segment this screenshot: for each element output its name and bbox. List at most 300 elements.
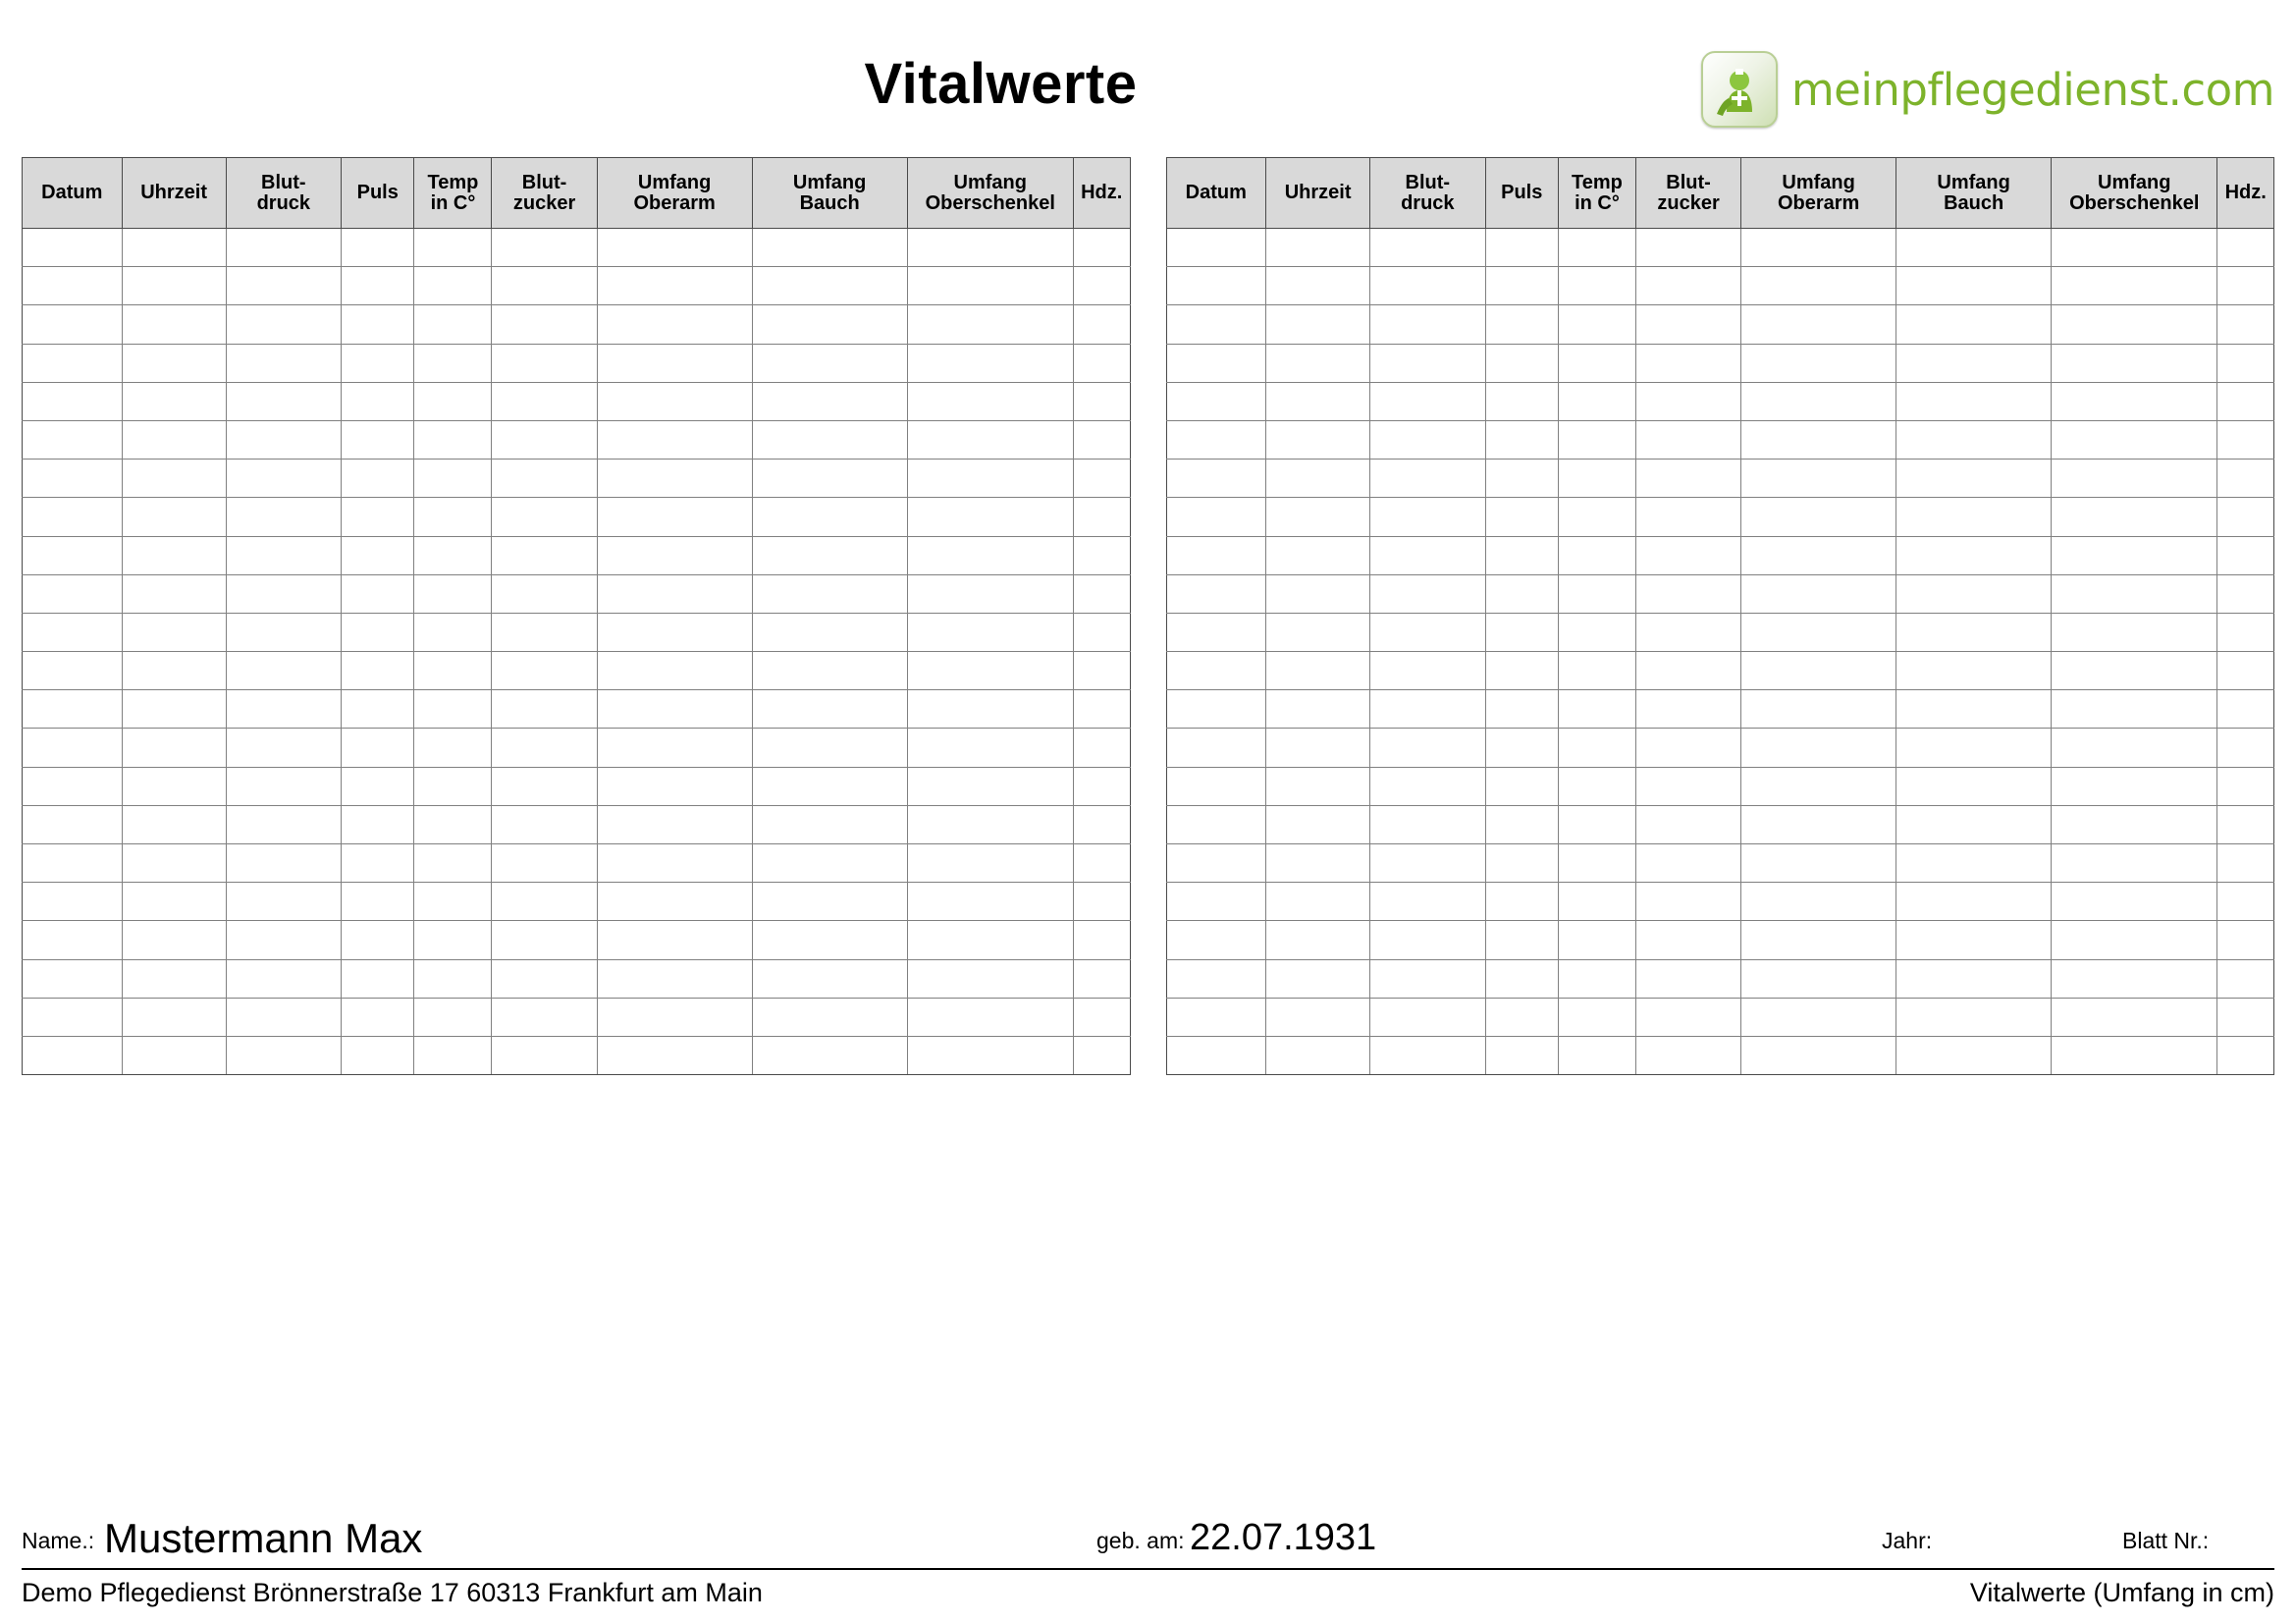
table-row[interactable] (23, 883, 1131, 921)
table-row[interactable] (23, 305, 1131, 344)
table-cell[interactable] (2217, 382, 2274, 420)
table-cell[interactable] (907, 382, 1073, 420)
table-cell[interactable] (1635, 382, 1740, 420)
table-cell[interactable] (597, 536, 752, 574)
table-cell[interactable] (414, 574, 492, 613)
table-row[interactable] (1166, 536, 2274, 574)
table-cell[interactable] (23, 921, 123, 959)
table-cell[interactable] (1485, 267, 1558, 305)
table-cell[interactable] (414, 883, 492, 921)
table-cell[interactable] (2052, 767, 2217, 805)
table-cell[interactable] (342, 267, 414, 305)
table-cell[interactable] (1741, 729, 1896, 767)
table-row[interactable] (23, 729, 1131, 767)
table-cell[interactable] (122, 998, 226, 1036)
table-cell[interactable] (342, 305, 414, 344)
table-cell[interactable] (1741, 460, 1896, 498)
table-cell[interactable] (752, 1036, 907, 1074)
table-cell[interactable] (226, 305, 341, 344)
table-cell[interactable] (2217, 690, 2274, 729)
table-cell[interactable] (752, 305, 907, 344)
table-cell[interactable] (1166, 460, 1266, 498)
table-cell[interactable] (342, 690, 414, 729)
table-cell[interactable] (1485, 613, 1558, 651)
table-cell[interactable] (122, 574, 226, 613)
table-cell[interactable] (226, 998, 341, 1036)
table-cell[interactable] (2217, 729, 2274, 767)
table-cell[interactable] (1073, 998, 1130, 1036)
table-cell[interactable] (122, 613, 226, 651)
table-cell[interactable] (1166, 536, 1266, 574)
table-cell[interactable] (1635, 420, 1740, 459)
table-cell[interactable] (907, 574, 1073, 613)
table-row[interactable] (1166, 498, 2274, 536)
table-cell[interactable] (1073, 305, 1130, 344)
table-cell[interactable] (907, 613, 1073, 651)
table-cell[interactable] (414, 844, 492, 883)
table-cell[interactable] (2052, 959, 2217, 998)
table-cell[interactable] (342, 921, 414, 959)
table-cell[interactable] (1485, 229, 1558, 267)
table-cell[interactable] (752, 767, 907, 805)
table-cell[interactable] (1266, 382, 1370, 420)
table-row[interactable] (1166, 690, 2274, 729)
table-row[interactable] (23, 536, 1131, 574)
table-cell[interactable] (1635, 921, 1740, 959)
table-cell[interactable] (2217, 652, 2274, 690)
table-cell[interactable] (342, 460, 414, 498)
table-cell[interactable] (122, 267, 226, 305)
table-cell[interactable] (122, 690, 226, 729)
table-cell[interactable] (907, 420, 1073, 459)
table-row[interactable] (23, 998, 1131, 1036)
table-cell[interactable] (122, 767, 226, 805)
table-row[interactable] (23, 382, 1131, 420)
table-cell[interactable] (907, 883, 1073, 921)
table-cell[interactable] (1485, 382, 1558, 420)
table-cell[interactable] (2052, 344, 2217, 382)
table-cell[interactable] (23, 767, 123, 805)
table-cell[interactable] (1370, 959, 1485, 998)
table-row[interactable] (1166, 613, 2274, 651)
table-cell[interactable] (226, 921, 341, 959)
table-cell[interactable] (597, 805, 752, 843)
table-cell[interactable] (2217, 883, 2274, 921)
table-cell[interactable] (907, 344, 1073, 382)
table-cell[interactable] (23, 805, 123, 843)
table-cell[interactable] (1741, 420, 1896, 459)
table-row[interactable] (23, 921, 1131, 959)
table-cell[interactable] (414, 805, 492, 843)
table-cell[interactable] (1166, 652, 1266, 690)
table-cell[interactable] (1558, 1036, 1635, 1074)
table-cell[interactable] (1558, 267, 1635, 305)
table-cell[interactable] (907, 229, 1073, 267)
table-cell[interactable] (414, 613, 492, 651)
table-cell[interactable] (342, 498, 414, 536)
table-cell[interactable] (752, 229, 907, 267)
table-cell[interactable] (122, 420, 226, 459)
table-cell[interactable] (1166, 767, 1266, 805)
table-cell[interactable] (597, 729, 752, 767)
table-cell[interactable] (1166, 1036, 1266, 1074)
table-cell[interactable] (1073, 959, 1130, 998)
table-cell[interactable] (1896, 344, 2052, 382)
table-cell[interactable] (1073, 267, 1130, 305)
table-cell[interactable] (342, 229, 414, 267)
table-cell[interactable] (1635, 498, 1740, 536)
table-cell[interactable] (226, 883, 341, 921)
table-cell[interactable] (226, 498, 341, 536)
table-cell[interactable] (492, 729, 597, 767)
table-cell[interactable] (414, 382, 492, 420)
table-row[interactable] (1166, 460, 2274, 498)
table-cell[interactable] (752, 652, 907, 690)
table-cell[interactable] (492, 305, 597, 344)
table-cell[interactable] (342, 805, 414, 843)
table-cell[interactable] (1635, 229, 1740, 267)
table-row[interactable] (23, 460, 1131, 498)
table-cell[interactable] (2217, 305, 2274, 344)
table-cell[interactable] (907, 844, 1073, 883)
table-cell[interactable] (2217, 498, 2274, 536)
table-cell[interactable] (492, 613, 597, 651)
table-cell[interactable] (1741, 959, 1896, 998)
table-cell[interactable] (122, 305, 226, 344)
table-cell[interactable] (597, 305, 752, 344)
table-cell[interactable] (1073, 729, 1130, 767)
table-cell[interactable] (1896, 382, 2052, 420)
table-cell[interactable] (597, 344, 752, 382)
table-row[interactable] (1166, 998, 2274, 1036)
table-cell[interactable] (23, 844, 123, 883)
table-cell[interactable] (1166, 229, 1266, 267)
table-cell[interactable] (2217, 921, 2274, 959)
table-cell[interactable] (226, 805, 341, 843)
table-cell[interactable] (492, 267, 597, 305)
table-cell[interactable] (1073, 460, 1130, 498)
table-cell[interactable] (226, 267, 341, 305)
table-cell[interactable] (1558, 420, 1635, 459)
table-cell[interactable] (1896, 498, 2052, 536)
table-row[interactable] (23, 498, 1131, 536)
table-cell[interactable] (1558, 998, 1635, 1036)
table-cell[interactable] (23, 382, 123, 420)
table-cell[interactable] (1558, 690, 1635, 729)
table-cell[interactable] (1741, 267, 1896, 305)
table-cell[interactable] (226, 382, 341, 420)
table-cell[interactable] (597, 998, 752, 1036)
table-cell[interactable] (1266, 883, 1370, 921)
table-cell[interactable] (1635, 574, 1740, 613)
table-cell[interactable] (2052, 460, 2217, 498)
table-cell[interactable] (23, 652, 123, 690)
table-cell[interactable] (1166, 729, 1266, 767)
table-cell[interactable] (597, 498, 752, 536)
table-cell[interactable] (1485, 305, 1558, 344)
table-cell[interactable] (1896, 729, 2052, 767)
table-cell[interactable] (1073, 844, 1130, 883)
table-cell[interactable] (1558, 574, 1635, 613)
table-cell[interactable] (414, 1036, 492, 1074)
table-cell[interactable] (597, 574, 752, 613)
table-cell[interactable] (226, 844, 341, 883)
table-row[interactable] (1166, 959, 2274, 998)
table-cell[interactable] (23, 883, 123, 921)
table-cell[interactable] (226, 729, 341, 767)
table-cell[interactable] (1741, 1036, 1896, 1074)
table-cell[interactable] (1370, 998, 1485, 1036)
table-cell[interactable] (597, 652, 752, 690)
table-cell[interactable] (414, 652, 492, 690)
table-cell[interactable] (1073, 536, 1130, 574)
table-cell[interactable] (226, 613, 341, 651)
table-cell[interactable] (414, 229, 492, 267)
table-cell[interactable] (597, 229, 752, 267)
table-row[interactable] (23, 1036, 1131, 1074)
table-cell[interactable] (414, 344, 492, 382)
table-cell[interactable] (907, 959, 1073, 998)
table-cell[interactable] (492, 344, 597, 382)
table-cell[interactable] (1073, 652, 1130, 690)
table-cell[interactable] (1896, 229, 2052, 267)
table-cell[interactable] (1635, 959, 1740, 998)
table-cell[interactable] (1741, 305, 1896, 344)
table-cell[interactable] (23, 460, 123, 498)
table-cell[interactable] (1558, 959, 1635, 998)
table-cell[interactable] (1741, 536, 1896, 574)
table-cell[interactable] (1266, 844, 1370, 883)
table-cell[interactable] (1896, 536, 2052, 574)
table-cell[interactable] (1166, 921, 1266, 959)
table-cell[interactable] (2217, 959, 2274, 998)
table-cell[interactable] (226, 690, 341, 729)
table-cell[interactable] (342, 959, 414, 998)
table-cell[interactable] (2052, 652, 2217, 690)
table-cell[interactable] (907, 998, 1073, 1036)
table-cell[interactable] (492, 498, 597, 536)
table-cell[interactable] (1635, 1036, 1740, 1074)
table-cell[interactable] (1073, 229, 1130, 267)
table-cell[interactable] (414, 959, 492, 998)
table-cell[interactable] (1635, 729, 1740, 767)
table-cell[interactable] (23, 229, 123, 267)
table-cell[interactable] (752, 267, 907, 305)
table-cell[interactable] (1741, 767, 1896, 805)
table-cell[interactable] (1741, 344, 1896, 382)
table-cell[interactable] (1558, 460, 1635, 498)
table-cell[interactable] (1896, 574, 2052, 613)
table-cell[interactable] (23, 574, 123, 613)
table-cell[interactable] (1896, 267, 2052, 305)
table-cell[interactable] (907, 498, 1073, 536)
table-cell[interactable] (1485, 652, 1558, 690)
table-cell[interactable] (122, 382, 226, 420)
table-cell[interactable] (597, 959, 752, 998)
table-cell[interactable] (1370, 382, 1485, 420)
table-cell[interactable] (752, 498, 907, 536)
table-row[interactable] (23, 805, 1131, 843)
table-cell[interactable] (414, 690, 492, 729)
table-cell[interactable] (1266, 305, 1370, 344)
table-cell[interactable] (414, 305, 492, 344)
table-cell[interactable] (1266, 229, 1370, 267)
table-cell[interactable] (23, 998, 123, 1036)
table-cell[interactable] (492, 921, 597, 959)
table-cell[interactable] (1166, 420, 1266, 459)
table-cell[interactable] (1741, 690, 1896, 729)
table-cell[interactable] (1266, 998, 1370, 1036)
table-row[interactable] (23, 844, 1131, 883)
table-cell[interactable] (2052, 267, 2217, 305)
table-row[interactable] (23, 959, 1131, 998)
table-cell[interactable] (1166, 574, 1266, 613)
table-cell[interactable] (1166, 344, 1266, 382)
table-cell[interactable] (1558, 536, 1635, 574)
table-cell[interactable] (492, 1036, 597, 1074)
table-cell[interactable] (1896, 959, 2052, 998)
table-cell[interactable] (1485, 805, 1558, 843)
table-cell[interactable] (1166, 305, 1266, 344)
table-cell[interactable] (2052, 305, 2217, 344)
table-cell[interactable] (1370, 536, 1485, 574)
table-cell[interactable] (1073, 344, 1130, 382)
table-cell[interactable] (1370, 652, 1485, 690)
table-cell[interactable] (907, 652, 1073, 690)
table-cell[interactable] (1485, 729, 1558, 767)
table-cell[interactable] (122, 921, 226, 959)
table-cell[interactable] (2217, 267, 2274, 305)
table-cell[interactable] (1741, 921, 1896, 959)
table-cell[interactable] (1485, 574, 1558, 613)
table-cell[interactable] (2217, 229, 2274, 267)
table-cell[interactable] (1266, 959, 1370, 998)
table-cell[interactable] (752, 805, 907, 843)
table-row[interactable] (23, 767, 1131, 805)
table-row[interactable] (23, 267, 1131, 305)
table-cell[interactable] (1370, 498, 1485, 536)
table-cell[interactable] (226, 460, 341, 498)
table-cell[interactable] (342, 844, 414, 883)
table-cell[interactable] (1635, 613, 1740, 651)
table-cell[interactable] (1558, 613, 1635, 651)
table-cell[interactable] (492, 460, 597, 498)
table-cell[interactable] (2052, 613, 2217, 651)
table-cell[interactable] (492, 652, 597, 690)
table-cell[interactable] (1896, 767, 2052, 805)
table-cell[interactable] (1485, 460, 1558, 498)
table-cell[interactable] (1635, 690, 1740, 729)
table-cell[interactable] (1485, 420, 1558, 459)
table-row[interactable] (1166, 729, 2274, 767)
table-cell[interactable] (1166, 844, 1266, 883)
table-row[interactable] (23, 420, 1131, 459)
table-cell[interactable] (1370, 613, 1485, 651)
table-cell[interactable] (2217, 998, 2274, 1036)
table-cell[interactable] (1073, 574, 1130, 613)
table-cell[interactable] (2052, 921, 2217, 959)
table-cell[interactable] (597, 267, 752, 305)
table-row[interactable] (1166, 420, 2274, 459)
table-row[interactable] (1166, 883, 2274, 921)
table-cell[interactable] (1896, 805, 2052, 843)
table-cell[interactable] (414, 460, 492, 498)
table-cell[interactable] (226, 767, 341, 805)
table-cell[interactable] (1896, 1036, 2052, 1074)
table-cell[interactable] (122, 805, 226, 843)
table-cell[interactable] (1266, 344, 1370, 382)
table-cell[interactable] (342, 767, 414, 805)
table-cell[interactable] (23, 729, 123, 767)
table-cell[interactable] (1370, 844, 1485, 883)
table-cell[interactable] (907, 767, 1073, 805)
table-cell[interactable] (226, 344, 341, 382)
table-cell[interactable] (1635, 998, 1740, 1036)
table-cell[interactable] (752, 344, 907, 382)
table-cell[interactable] (342, 729, 414, 767)
table-cell[interactable] (342, 574, 414, 613)
table-cell[interactable] (597, 460, 752, 498)
table-cell[interactable] (2217, 844, 2274, 883)
table-cell[interactable] (342, 883, 414, 921)
table-cell[interactable] (752, 536, 907, 574)
table-cell[interactable] (752, 921, 907, 959)
table-row[interactable] (1166, 921, 2274, 959)
table-row[interactable] (23, 690, 1131, 729)
table-cell[interactable] (1073, 690, 1130, 729)
table-cell[interactable] (2217, 574, 2274, 613)
table-cell[interactable] (2217, 767, 2274, 805)
table-cell[interactable] (907, 267, 1073, 305)
table-cell[interactable] (414, 921, 492, 959)
table-cell[interactable] (122, 883, 226, 921)
table-cell[interactable] (1485, 844, 1558, 883)
table-cell[interactable] (597, 844, 752, 883)
table-cell[interactable] (1166, 998, 1266, 1036)
table-cell[interactable] (597, 1036, 752, 1074)
table-cell[interactable] (752, 574, 907, 613)
table-cell[interactable] (226, 574, 341, 613)
table-cell[interactable] (1370, 460, 1485, 498)
table-cell[interactable] (1896, 998, 2052, 1036)
table-cell[interactable] (2052, 498, 2217, 536)
table-cell[interactable] (492, 805, 597, 843)
table-cell[interactable] (492, 229, 597, 267)
table-cell[interactable] (23, 1036, 123, 1074)
table-row[interactable] (23, 229, 1131, 267)
table-cell[interactable] (1370, 767, 1485, 805)
table-cell[interactable] (1635, 805, 1740, 843)
table-cell[interactable] (226, 1036, 341, 1074)
table-cell[interactable] (342, 998, 414, 1036)
table-cell[interactable] (23, 690, 123, 729)
table-cell[interactable] (226, 959, 341, 998)
table-cell[interactable] (1558, 382, 1635, 420)
table-cell[interactable] (752, 382, 907, 420)
table-cell[interactable] (1073, 420, 1130, 459)
table-cell[interactable] (597, 767, 752, 805)
table-cell[interactable] (907, 921, 1073, 959)
table-cell[interactable] (1073, 767, 1130, 805)
table-cell[interactable] (907, 805, 1073, 843)
table-cell[interactable] (122, 229, 226, 267)
table-cell[interactable] (1485, 767, 1558, 805)
table-cell[interactable] (226, 229, 341, 267)
table-cell[interactable] (907, 305, 1073, 344)
table-cell[interactable] (414, 267, 492, 305)
table-cell[interactable] (1266, 613, 1370, 651)
table-cell[interactable] (2217, 460, 2274, 498)
